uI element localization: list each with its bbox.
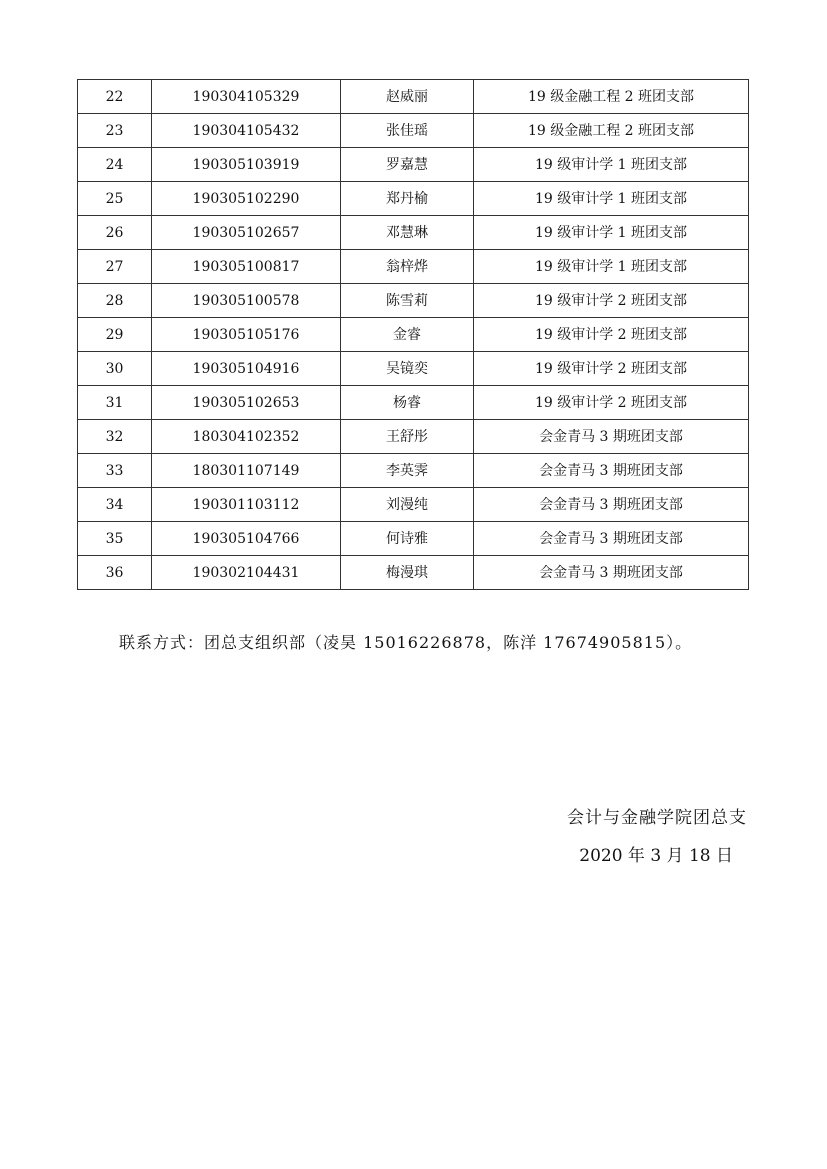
league-branch-cell: 会金青马 3 期班团支部 bbox=[474, 488, 749, 522]
league-branch-cell: 19 级审计学 1 班团支部 bbox=[474, 216, 749, 250]
league-branch-cell: 19 级审计学 1 班团支部 bbox=[474, 148, 749, 182]
row-number-cell: 27 bbox=[78, 250, 152, 284]
student-id-cell: 190305104766 bbox=[152, 522, 341, 556]
league-branch-cell: 19 级审计学 2 班团支部 bbox=[474, 318, 749, 352]
table-row bbox=[78, 284, 749, 318]
student-name-cell: 吴镜奕 bbox=[341, 352, 474, 386]
student-name-cell: 金睿 bbox=[341, 318, 474, 352]
student-id-cell: 190305102653 bbox=[152, 386, 341, 420]
table-row bbox=[78, 556, 749, 590]
student-id-cell: 180304102352 bbox=[152, 420, 341, 454]
row-number-cell: 24 bbox=[78, 148, 152, 182]
student-id-cell: 190305102290 bbox=[152, 182, 341, 216]
row-number-cell: 29 bbox=[78, 318, 152, 352]
student-id-cell: 190305100817 bbox=[152, 250, 341, 284]
row-number-cell: 30 bbox=[78, 352, 152, 386]
row-number-cell: 34 bbox=[78, 488, 152, 522]
row-number-cell: 31 bbox=[78, 386, 152, 420]
student-name-cell: 刘漫纯 bbox=[341, 488, 474, 522]
student-id-cell: 190305102657 bbox=[152, 216, 341, 250]
member-table-body bbox=[78, 80, 749, 590]
row-number-cell: 25 bbox=[78, 182, 152, 216]
league-branch-cell: 会金青马 3 期班团支部 bbox=[474, 522, 749, 556]
league-branch-cell: 会金青马 3 期班团支部 bbox=[474, 556, 749, 590]
league-branch-cell: 19 级金融工程 2 班团支部 bbox=[474, 80, 749, 114]
league-branch-cell: 会金青马 3 期班团支部 bbox=[474, 420, 749, 454]
student-name-cell: 杨睿 bbox=[341, 386, 474, 420]
student-name-cell: 陈雪莉 bbox=[341, 284, 474, 318]
student-name-cell: 何诗雅 bbox=[341, 522, 474, 556]
student-name-cell: 罗嘉慧 bbox=[341, 148, 474, 182]
student-id-cell: 190302104431 bbox=[152, 556, 341, 590]
league-branch-cell: 会金青马 3 期班团支部 bbox=[474, 454, 749, 488]
member-table bbox=[77, 79, 749, 590]
row-number-cell: 36 bbox=[78, 556, 152, 590]
student-name-cell: 邓慧琳 bbox=[341, 216, 474, 250]
student-id-cell: 190304105329 bbox=[152, 80, 341, 114]
row-number-cell: 26 bbox=[78, 216, 152, 250]
student-id-cell: 190305100578 bbox=[152, 284, 341, 318]
table-row bbox=[78, 420, 749, 454]
league-branch-cell: 19 级金融工程 2 班团支部 bbox=[474, 114, 749, 148]
table-row bbox=[78, 522, 749, 556]
table-row bbox=[78, 386, 749, 420]
table-row bbox=[78, 148, 749, 182]
student-name-cell: 梅漫琪 bbox=[341, 556, 474, 590]
row-number-cell: 22 bbox=[78, 80, 152, 114]
table-row bbox=[78, 182, 749, 216]
league-branch-cell: 19 级审计学 1 班团支部 bbox=[474, 250, 749, 284]
row-number-cell: 23 bbox=[78, 114, 152, 148]
table-row bbox=[78, 488, 749, 522]
row-number-cell: 32 bbox=[78, 420, 152, 454]
league-branch-cell: 19 级审计学 2 班团支部 bbox=[474, 284, 749, 318]
table-row bbox=[78, 454, 749, 488]
league-branch-cell: 19 级审计学 1 班团支部 bbox=[474, 182, 749, 216]
student-id-cell: 180301107149 bbox=[152, 454, 341, 488]
table-row bbox=[78, 80, 749, 114]
student-id-cell: 190305105176 bbox=[152, 318, 341, 352]
student-id-cell: 190305104916 bbox=[152, 352, 341, 386]
student-name-cell: 王舒彤 bbox=[341, 420, 474, 454]
table-row bbox=[78, 318, 749, 352]
row-number-cell: 33 bbox=[78, 454, 152, 488]
row-number-cell: 35 bbox=[78, 522, 152, 556]
signature-block bbox=[567, 806, 747, 868]
table-row bbox=[78, 250, 749, 284]
league-branch-cell: 19 级审计学 2 班团支部 bbox=[474, 352, 749, 386]
contact-info: 联系方式：团总支组织部（凌昊 15016226878，陈洋 17674905815）。 bbox=[119, 633, 693, 652]
student-name-cell: 翁梓烨 bbox=[341, 250, 474, 284]
student-name-cell: 张佳瑶 bbox=[341, 114, 474, 148]
student-id-cell: 190304105432 bbox=[152, 114, 341, 148]
student-id-cell: 190301103112 bbox=[152, 488, 341, 522]
student-name-cell: 李英霁 bbox=[341, 454, 474, 488]
student-name-cell: 赵威丽 bbox=[341, 80, 474, 114]
table-row bbox=[78, 114, 749, 148]
row-number-cell: 28 bbox=[78, 284, 152, 318]
table-row bbox=[78, 352, 749, 386]
issue-date: 2020 年 3 月 18 日 bbox=[579, 846, 733, 866]
student-name-cell: 郑丹榆 bbox=[341, 182, 474, 216]
issuing-organization: 会计与金融学院团总支 bbox=[567, 808, 747, 828]
student-id-cell: 190305103919 bbox=[152, 148, 341, 182]
table-row bbox=[78, 216, 749, 250]
league-branch-cell: 19 级审计学 2 班团支部 bbox=[474, 386, 749, 420]
